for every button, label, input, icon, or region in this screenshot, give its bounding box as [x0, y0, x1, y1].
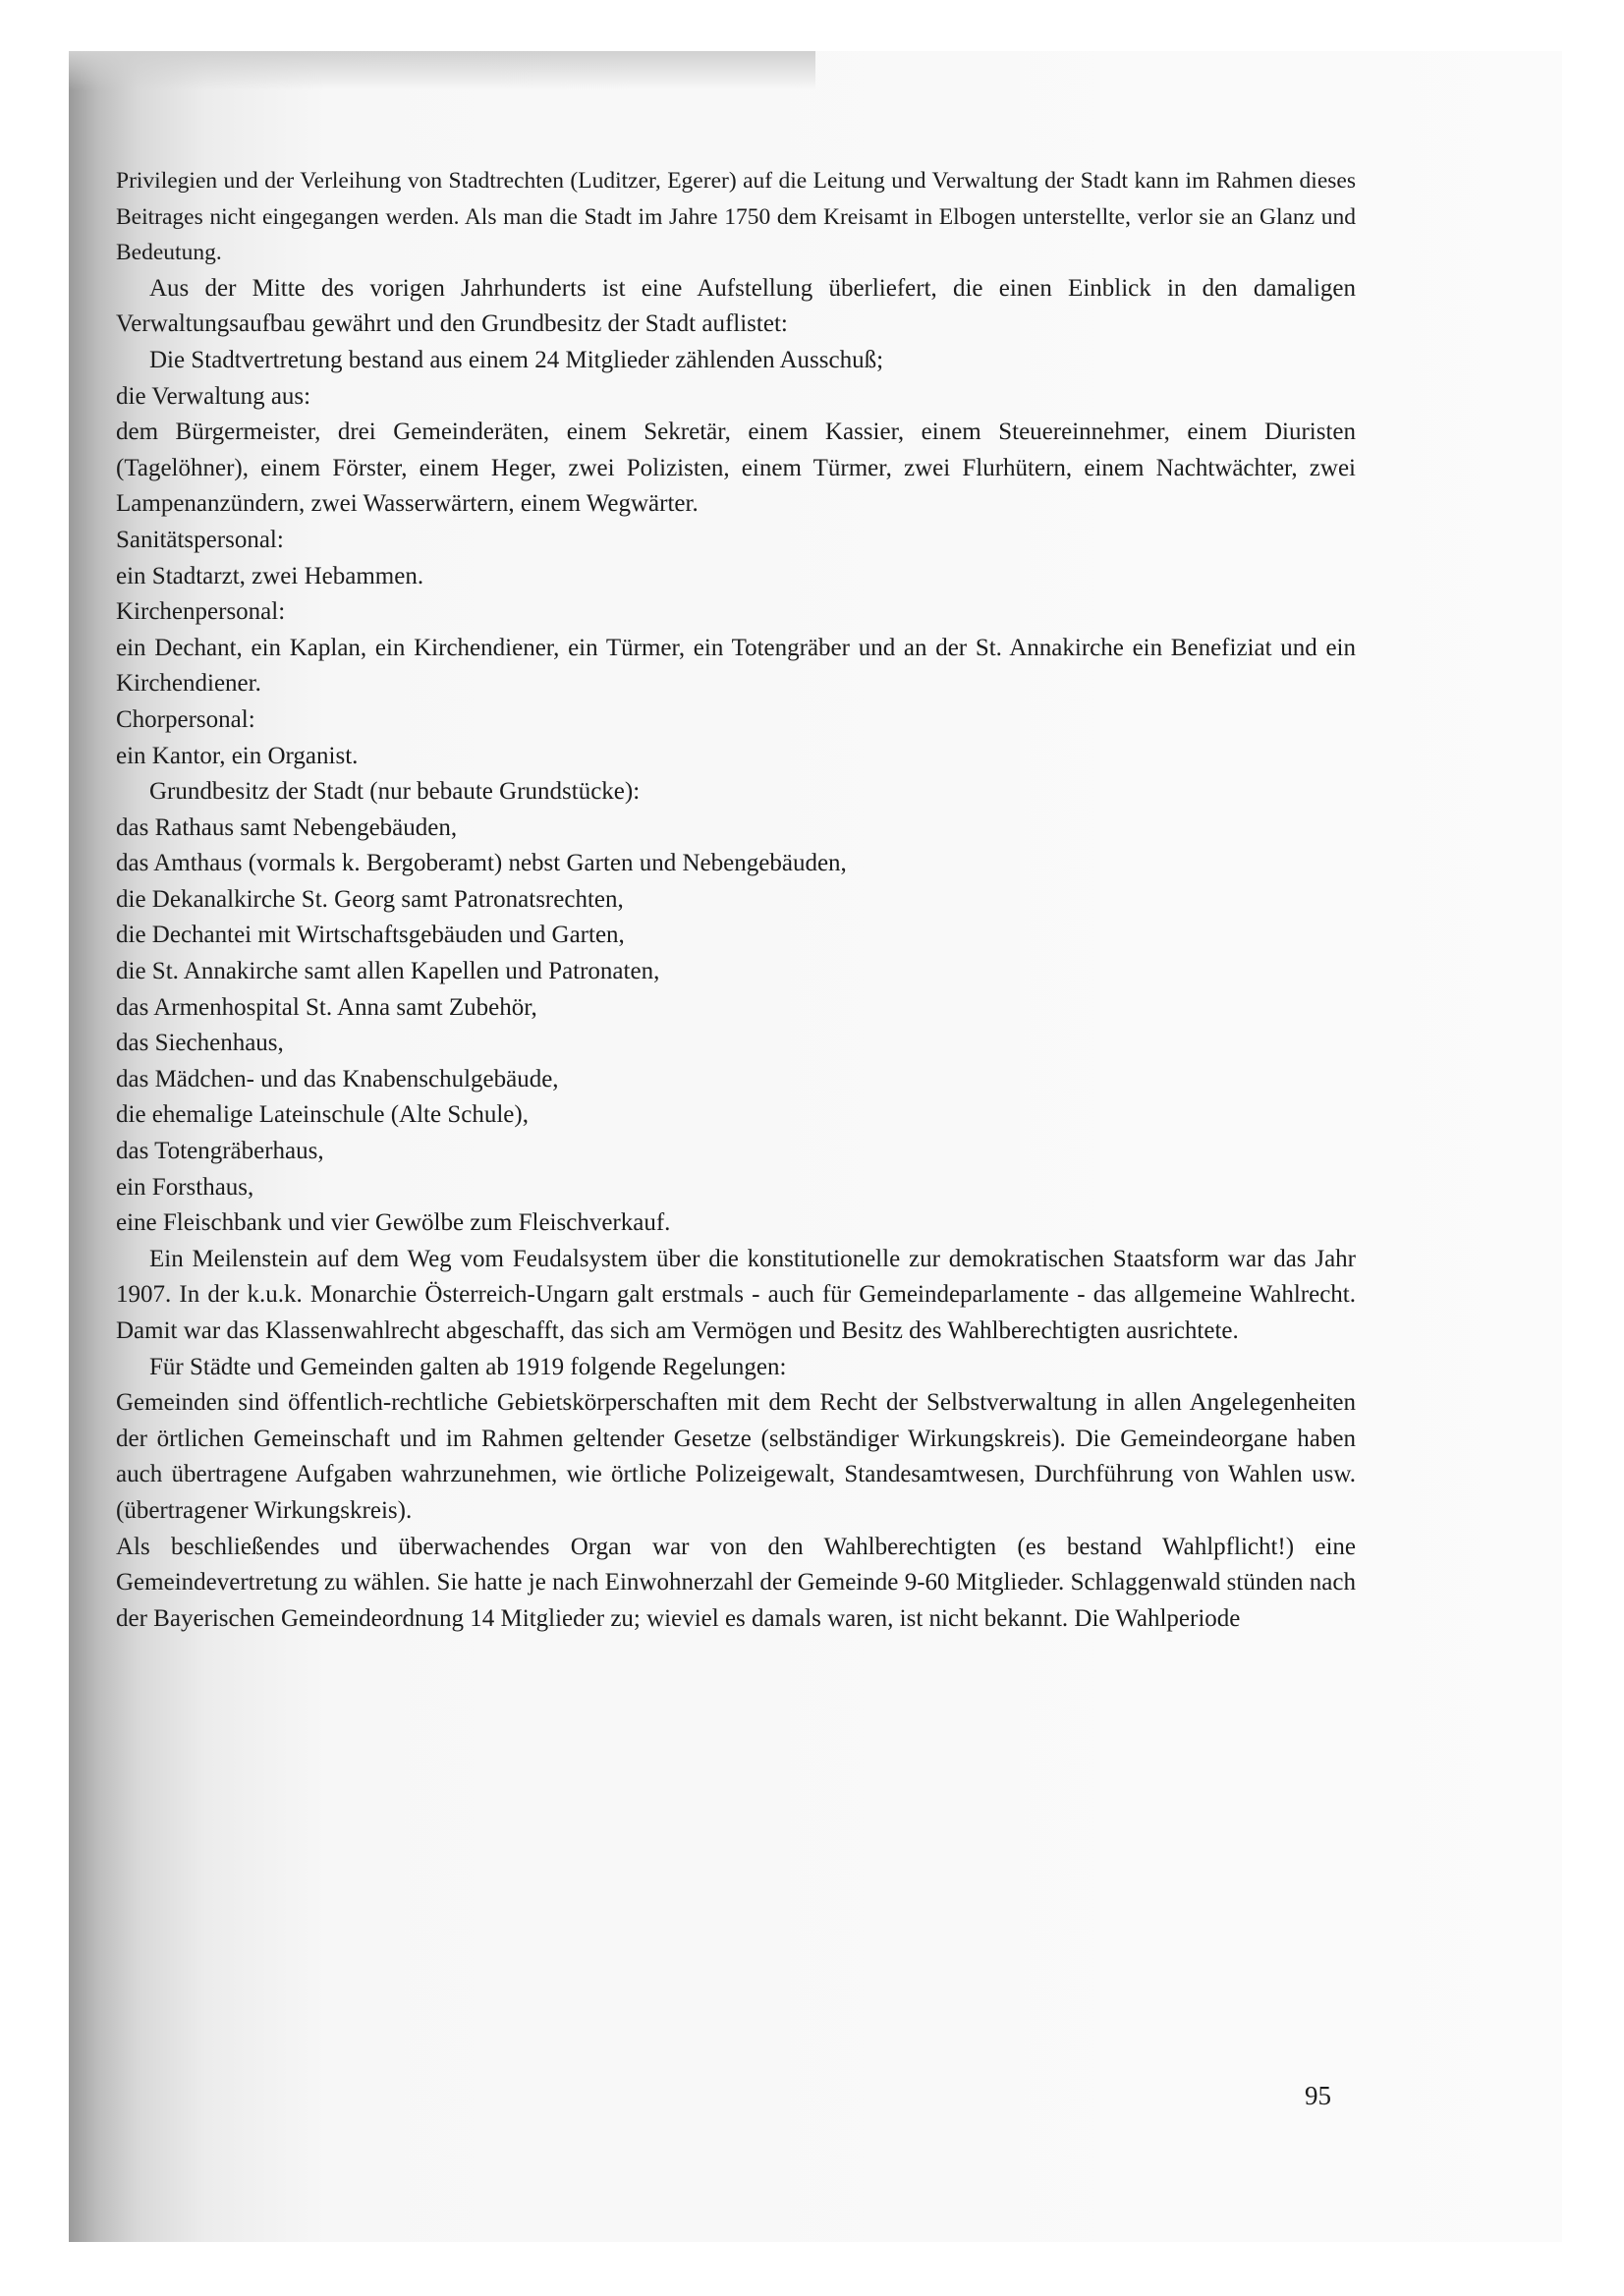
list-item: die ehemalige Lateinschule (Alte Schule),	[116, 1101, 529, 1129]
paragraph: Die Stadtvertretung bestand aus einem 24 Mitglieder zählenden Ausschuß;	[149, 346, 884, 373]
list-heading: Grundbesitz der Stadt (nur bebaute Grundstücke):	[149, 778, 641, 806]
list-item: das Siechenhaus,	[116, 1030, 284, 1057]
list-item: die St. Annakirche samt allen Kapellen und Patronaten,	[116, 958, 660, 985]
paragraph: Als beschließendes und überwachendes Organ war von den Wahlberechtigten (es bestand Wahlpflicht!) eine Gemeindevertretung zu wählen. Sie hatte je nach Einwohnerzahl der Gemeinde 9-60 Mitglieder. Schlaggenwald stünden nach der Bayerischen Gemeindeordnung 14 Mitglieder zu; wieviel es damals waren, ist nicht bekannt. Die Wahlperiode	[116, 1533, 1356, 1632]
page-number: 95	[1305, 2081, 1331, 2110]
list-item: das Mädchen- und das Knabenschulgebäude,	[116, 1065, 559, 1092]
list-item: ein Forsthaus,	[116, 1173, 254, 1201]
list-item: die Dechantei mit Wirtschaftsgebäuden und Garten,	[116, 922, 625, 949]
list-item: das Rathaus samt Nebengebäuden,	[116, 813, 458, 841]
paragraph: Für Städte und Gemeinden galten ab 1919 folgende Regelungen:	[149, 1353, 787, 1380]
list-heading: Chorpersonal:	[116, 705, 255, 733]
paragraph: Aus der Mitte des vorigen Jahrhunderts ist eine Aufstellung überliefert, die einen Einblick in den damaligen Verwaltungsaufbau gewährt und den Grundbesitz der Stadt auflistet:	[116, 274, 1356, 338]
scan-shadow	[69, 51, 815, 90]
list-heading: Kirchenpersonal:	[116, 598, 286, 626]
list-item: das Amthaus (vormals k. Bergoberamt) nebst Garten und Nebengebäuden,	[116, 850, 847, 877]
list-item: ein Stadtarzt, zwei Hebammen.	[116, 562, 424, 589]
paragraph: Privilegien und der Verleihung von Stadtrechten (Luditzer, Egerer) auf die Leitung und Verwaltung der Stadt kann im Rahmen dieses Beitrages nicht eingegangen werden. Als man die Stadt im Jahre 1750 dem Kreisamt in Elbogen unterstellte, verlor sie an Glanz und Bedeutung.	[116, 168, 1356, 266]
list-item: eine Fleischbank und vier Gewölbe zum Fleischverkauf.	[116, 1209, 671, 1237]
body-text	[116, 163, 1356, 1637]
paragraph: dem Bürgermeister, drei Gemeinderäten, einem Sekretär, einem Kassier, einem Steuereinnehmer, einem Diuristen (Tagelöhner), einem Förster, einem Heger, zwei Polizisten, einem Türmer, zwei Flurhütern, einem Nachtwächter, zwei Lampenanzündern, zwei Wasserwärtern, einem Wegwärter.	[116, 419, 1356, 518]
list-item: das Totengräberhaus,	[116, 1138, 324, 1165]
list-heading: Sanitätspersonal:	[116, 526, 284, 553]
paragraph: Ein Meilenstein auf dem Weg vom Feudalsystem über die konstitutionelle zur demokratischen Staatsform war das Jahr 1907. In der k.u.k. Monarchie Österreich-Ungarn galt erstmals - auch für Gemeindeparlamente - das allgemeine Wahlrecht. Damit war das Klassenwahlrecht abgeschafft, das sich am Vermögen und Besitz des Wahlberechtigten ausrichtete.	[116, 1245, 1356, 1344]
list-item: ein Kantor, ein Organist.	[116, 742, 359, 769]
list-heading: die Verwaltung aus:	[116, 382, 311, 410]
paragraph: ein Dechant, ein Kaplan, ein Kirchendiener, ein Türmer, ein Totengräber und an der St. Annakirche ein Benefiziat und ein Kirchendiener.	[116, 634, 1356, 698]
list-item: das Armenhospital St. Anna samt Zubehör,	[116, 993, 537, 1021]
list-item: die Dekanalkirche St. Georg samt Patronatsrechten,	[116, 885, 624, 913]
paragraph: Gemeinden sind öffentlich-rechtliche Gebietskörperschaften mit dem Recht der Selbstverwaltung in allen Angelegenheiten der örtlichen Gemeinschaft und im Rahmen geltender Gesetze (selbständiger Wirkungskreis). Die Gemeindeorgane haben auch übertragene Aufgaben wahrzunehmen, wie örtliche Polizeigewalt, Standesamtwesen, Durchführung von Wahlen usw. (übertragener Wirkungskreis).	[116, 1389, 1356, 1524]
